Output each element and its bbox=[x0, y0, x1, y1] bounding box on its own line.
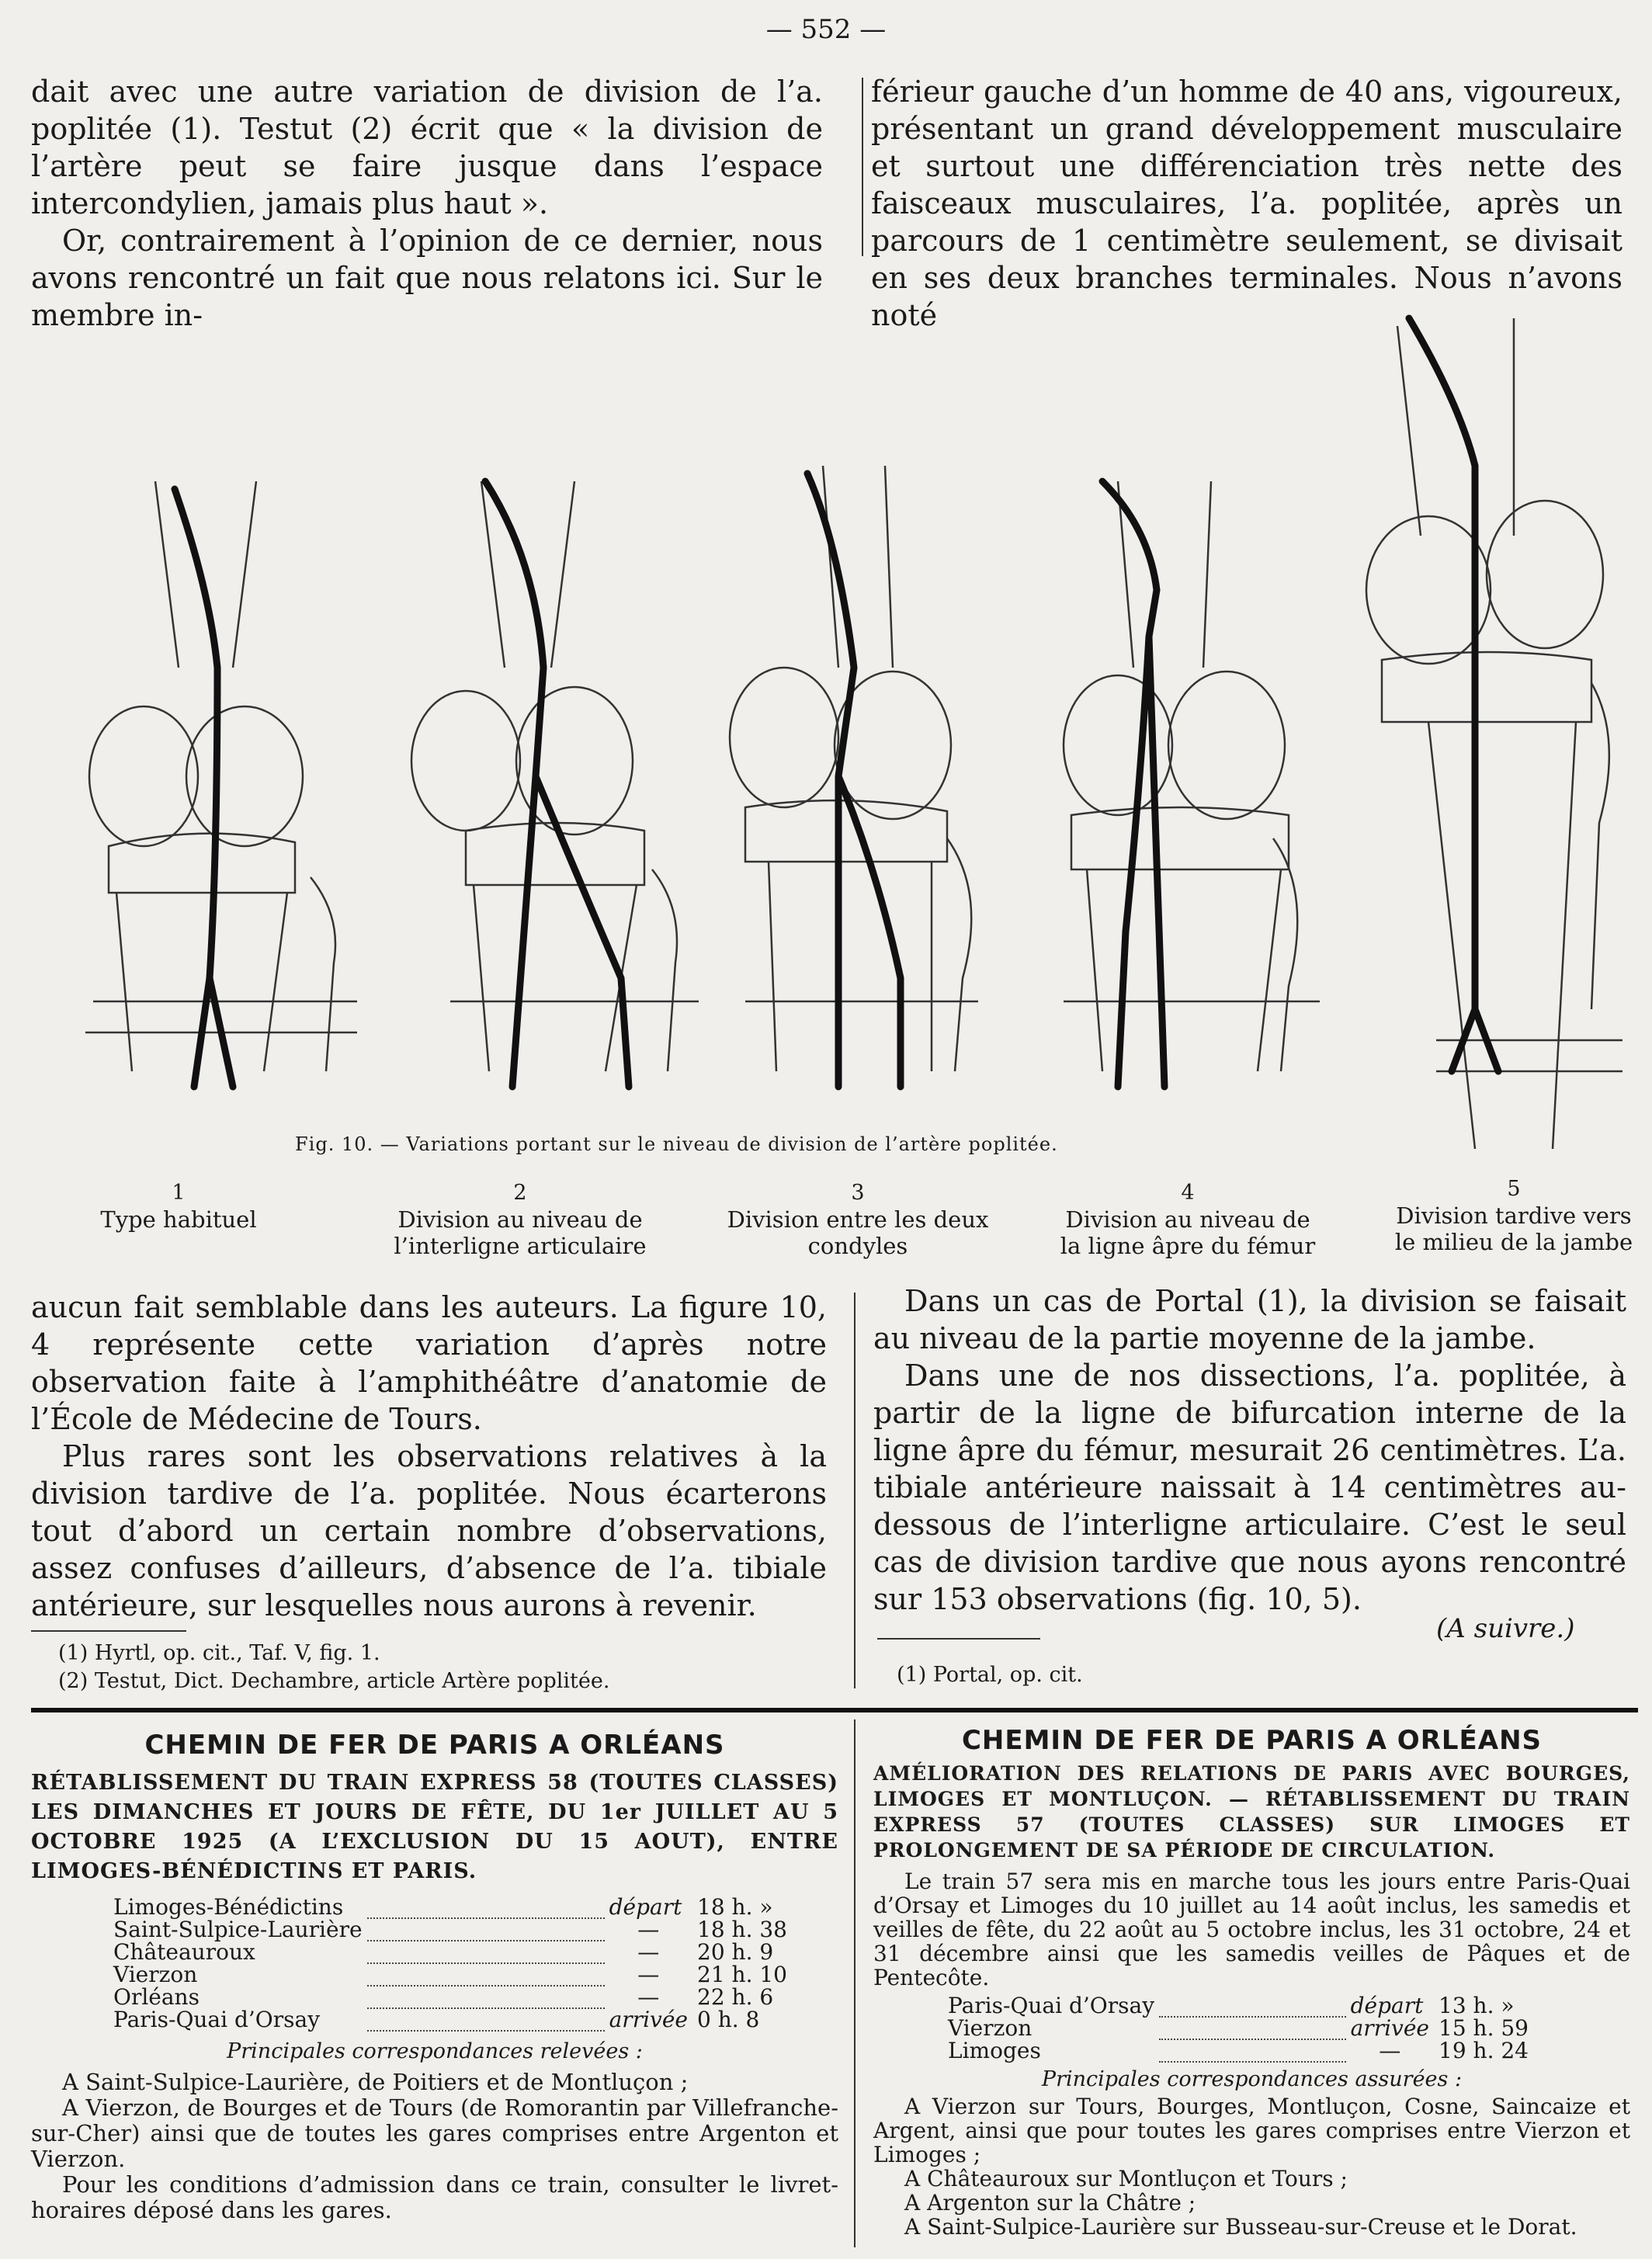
paragraph: Dans un cas de Portal (1), la division se faisait au niveau de la partie moyenne de la jambe. bbox=[873, 1284, 1626, 1355]
table-row: Orléans — 22 h. 6 bbox=[113, 1984, 774, 2010]
footnote: (2) Testut, Dict. Dechambre, article Artère poplitée. bbox=[58, 1669, 610, 1693]
right-footnote: (1) Portal, op. cit. bbox=[897, 1663, 1083, 1687]
knee-drawing-3 bbox=[730, 466, 978, 1071]
table-row: Paris-Quai d’Orsay départ 13 h. » bbox=[948, 1993, 1515, 2018]
paragraph: Plus rares sont les observations relatives à la division tardive de l’a. poplitée. Nous écarterons tout d’abord un certain nombre d’observations, assez confuses d’ailleurs, d’absence de l’a. tibiale antérieure, sur lesquelles nous aurons à revenir. bbox=[31, 1439, 827, 1622]
figure-label-1: 1 Type habituel bbox=[100, 1181, 257, 1233]
ad-title: CHEMIN DE FER DE PARIS A ORLÉANS bbox=[961, 1725, 1543, 1756]
ad-text: Le train 57 sera mis en marche tous les jours entre Paris-Quai d’Orsay et Limoges du 10 juillet au 14 août inclus, les samedis et veilles de fête, du 22 août au 5 octobre inclus, les 31 octobre, 24 et 31 décembre ainsi que les samedis veilles de Pâques et de Pentecôte. bbox=[873, 1869, 1630, 1990]
table-row: Saint-Sulpice-Laurière — 18 h. 38 bbox=[113, 1917, 787, 1942]
paragraph: aucun fait semblable dans les auteurs. La figure 10, 4 représente cette variation d’après notre observation faite à l’amphithéâtre d’anatomie de l’École de Médecine de Tours. bbox=[31, 1290, 827, 1436]
ad-left bbox=[31, 1730, 838, 2223]
column-divider bbox=[854, 1719, 856, 2247]
table-row: Paris-Quai d’Orsay arrivée 0 h. 8 bbox=[113, 2007, 760, 2032]
artery-3 bbox=[807, 474, 901, 1087]
footnote-rule bbox=[31, 1630, 186, 1632]
correspondences-title: Principales correspondances relevées : bbox=[227, 2039, 643, 2063]
knee-drawing-2 bbox=[411, 481, 699, 1071]
paragraph: férieur gauche d’un homme de 40 ans, vigoureux, présentant un grand développement musculaire et surtout une différenciation très nette des faisceaux musculaires, l’a. poplitée, après un parcours de 1 centimètre seulement, se divisait en ses deux branches terminales. Nous n’avons noté bbox=[871, 75, 1622, 332]
paragraph: Dans une de nos dissections, l’a. poplitée, à partir de la ligne de bifurcation interne de la ligne âpre du fémur, mesurait 26 centimètres. L’a. tibiale antérieure naissait à 14 centimètres au-dessous de l’interligne articulaire. C’est le seul cas de division tardive que nous ayons rencontré sur 153 observations (fig. 10, 5). bbox=[873, 1359, 1626, 1616]
table-row: Limoges-Bénédictins départ 18 h. » bbox=[113, 1894, 773, 1920]
figure-label-5: 5 Division tardive vers le milieu de la jambe bbox=[1394, 1177, 1633, 1255]
paragraph: Or, contrairement à l’opinion de ce dernier, nous avons rencontré un fait que nous relatons ici. Sur le membre in- bbox=[31, 224, 823, 332]
column-divider bbox=[854, 1293, 856, 1688]
footnote-rule bbox=[877, 1638, 1040, 1640]
artery-1 bbox=[175, 489, 233, 1087]
figure-label-2: 2 Division au niveau de l’interligne articulaire bbox=[394, 1181, 647, 1259]
section-rule bbox=[31, 1708, 1638, 1712]
ad-heading: RÉTABLISSEMENT DU TRAIN EXPRESS 58 (TOUTES CLASSES) LES DIMANCHES ET JOURS DE FÊTE, DU 1er JUILLET AU 5 OCTOBRE 1925 (A L’EXCLUSION DU 15 AOUT), ENTRE LIMOGES-BÉNÉDICTINS ET PARIS. bbox=[31, 1771, 838, 1883]
ad-right bbox=[873, 1725, 1630, 2239]
bottom-left-column bbox=[31, 1289, 827, 1624]
table-row: Vierzon — 21 h. 10 bbox=[113, 1962, 787, 1987]
correspondences-list: A Saint-Sulpice-Laurière, de Poitiers et de Montluçon ; A Vierzon, de Bourges et de Tours (de Romorantin par Villefranche-sur-Cher) ainsi que de toutes les gares comprises entre Argenton et Vierzon. Pour les conditions d’admission dans ce train, consulter le livret-horaires déposé dans les gares. bbox=[31, 2069, 838, 2223]
correspondences-title: Principales correspondances assurées : bbox=[1041, 2067, 1463, 2091]
left-footnotes bbox=[58, 1640, 827, 1695]
table-row: Limoges — 19 h. 24 bbox=[948, 2038, 1529, 2063]
correspondences-list: A Vierzon sur Tours, Bourges, Montluçon, Cosne, Saincaize et Argent, ainsi que pour toutes les gares comprises entre Vierzon et Limoges ; A Châteauroux sur Montluçon et Tours ; A Argenton sur la Châtre ; A Saint-Sulpice-Laurière sur Busseau-sur-Creuse et le Dorat. bbox=[873, 2094, 1630, 2240]
page-number: — 552 — bbox=[765, 14, 887, 45]
knee-drawing-4 bbox=[1064, 481, 1320, 1071]
artery-4 bbox=[1102, 481, 1164, 1087]
knee-drawing-5 bbox=[1366, 318, 1622, 1149]
figure-label-4: 4 Division au niveau de la ligne âpre du fémur bbox=[1060, 1181, 1316, 1259]
figure-label-3: 3 Division entre les deux condyles bbox=[727, 1181, 989, 1259]
paragraph: dait avec une autre variation de division de l’a. poplitée (1). Testut (2) écrit que « la division de l’artère peut se faire jusque dans l’espace intercondylien, jamais plus haut ». bbox=[31, 75, 823, 220]
footnote: (1) Hyrtl, op. cit., Taf. V, fig. 1. bbox=[58, 1641, 380, 1665]
table-row: Châteauroux — 20 h. 9 bbox=[113, 1939, 774, 1965]
schedule-table bbox=[943, 1994, 1533, 2063]
bottom-right-column bbox=[873, 1282, 1626, 1618]
artery-2 bbox=[485, 481, 629, 1087]
ad-title: CHEMIN DE FER DE PARIS A ORLÉANS bbox=[144, 1730, 725, 1761]
figure-caption: Fig. 10. — Variations portant sur le niveau de division de l’artère poplitée. bbox=[295, 1133, 1058, 1155]
table-row: Vierzon arrivée 15 h. 59 bbox=[948, 2015, 1529, 2041]
ad-heading: AMÉLIORATION DES RELATIONS DE PARIS AVEC BOURGES, LIMOGES ET MONTLUÇON. — RÉTABLISSEMENT DU TRAIN EXPRESS 57 (TOUTES CLASSES) SUR LIMOGES ET PROLONGEMENT DE SA PÉRIODE DE CIRCULATION. bbox=[873, 1762, 1630, 1862]
knee-drawing-1 bbox=[85, 481, 357, 1071]
a-suivre: (A suivre.) bbox=[1436, 1613, 1575, 1644]
schedule-table bbox=[109, 1896, 792, 2032]
